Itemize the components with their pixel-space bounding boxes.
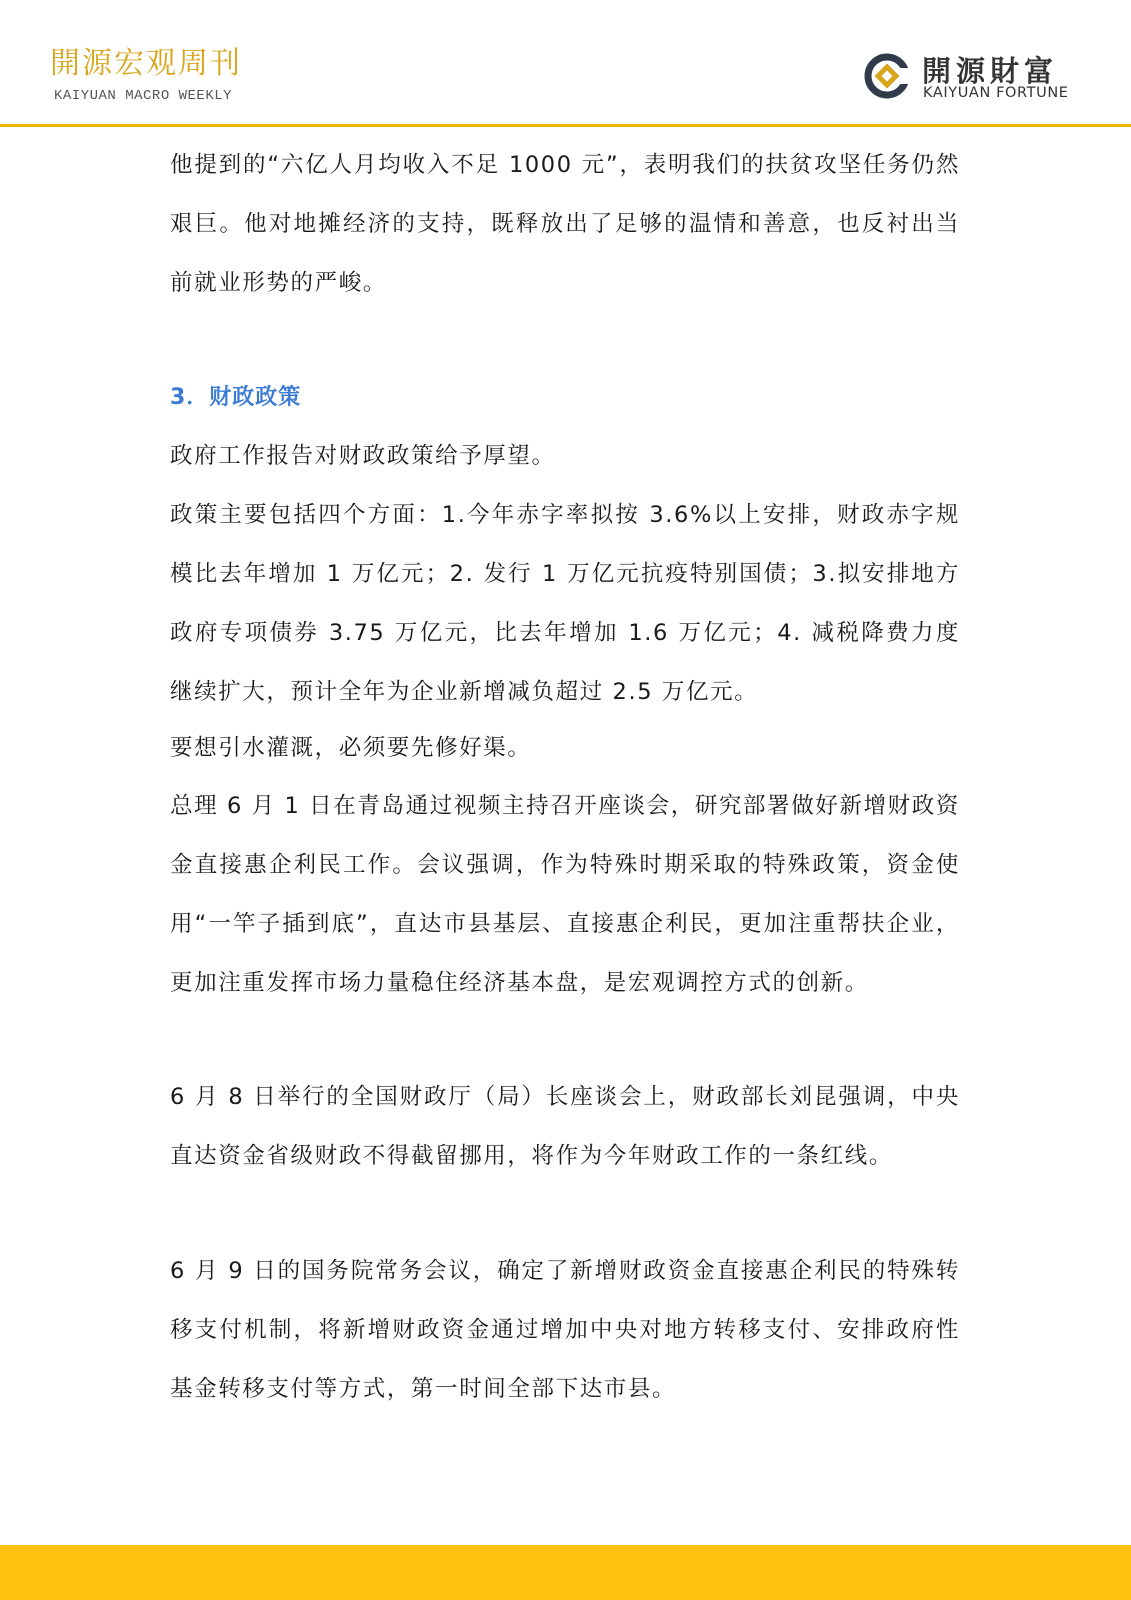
header-divider (0, 124, 1131, 127)
brand-logo (864, 48, 1094, 108)
paragraph: 总理 6 月 1 日在青岛通过视频主持召开座谈会，研究部署做好新增财政资金直接惠企利民工作。会议强调，作为特殊时期采取的特殊政策，资金使用“一竿子插到底”，直达市县基层、直接惠企利民，更加注重帮扶企业，更加注重发挥市场力量稳住经济基本盘，是宏观调控方式的创新。 (170, 793, 960, 996)
paragraph: 6 月 8 日举行的全国财政厅（局）长座谈会上，财政部长刘昆强调，中央直达资金省级财政不得截留挪用，将作为今年财政工作的一条红线。 (170, 1084, 960, 1169)
publication-title: 開源宏观周刊 (50, 46, 242, 81)
paragraph: 政府工作报告对财政政策给予厚望。 (170, 443, 556, 469)
brand-name-en: KAIYUAN FORTUNE (923, 85, 1069, 101)
footer-bar (0, 1545, 1131, 1600)
paragraph: 要想引水灌溉，必须要先修好渠。 (170, 735, 532, 761)
kaiyuan-logo-icon (864, 53, 910, 99)
paragraph: 6 月 9 日的国务院常务会议，确定了新增财政资金直接惠企利民的特殊转移支付机制，将新增财政资金通过增加中央对地方转移支付、安排政府性基金转移支付等方式，第一时间全部下达市县。 (170, 1258, 960, 1402)
paragraph: 政策主要包括四个方面：1.今年赤字率拟按 3.6%以上安排，财政赤字规模比去年增加 1 万亿元；2. 发行 1 万亿元抗疫特别国债；3.拟安排地方政府专项债券 3.75 万亿元，比去年增加 1.6 万亿元；4. 减税降费力度继续扩大，预计全年为企业新增减负超过 2.5 万亿元。 (170, 502, 960, 705)
intro-paragraph: 他提到的“六亿人月均收入不足 1000 元”，表明我们的扶贫攻坚任务仍然艰巨。他对地摊经济的支持，既释放出了足够的温情和善意，也反衬出当前就业形势的严峻。 (170, 152, 960, 296)
brand-name-cn: 開源財富 (922, 54, 1059, 88)
publication-subtitle: KAIYUAN MACRO WEEKLY (54, 88, 233, 104)
section-heading-fiscal-policy: 3．财政政策 (170, 385, 302, 410)
